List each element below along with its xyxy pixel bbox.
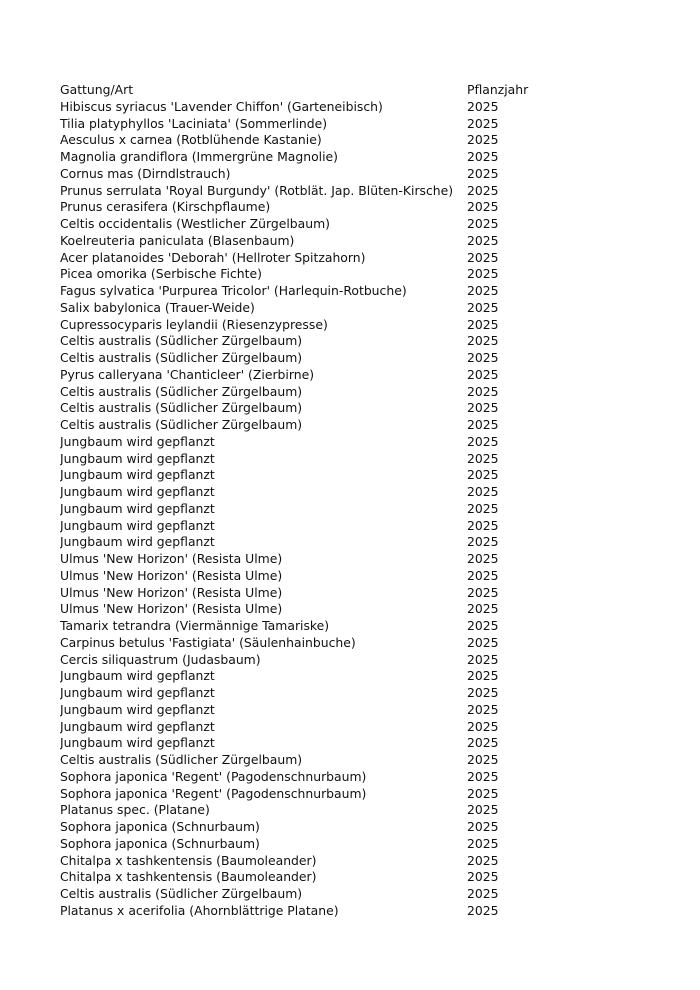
species-cell: Jungbaum wird gepflanzt xyxy=(60,534,215,550)
table-row xyxy=(60,116,660,133)
header-row xyxy=(60,82,660,99)
species-cell: Fagus sylvatica 'Purpurea Tricolor' (Harlequin-Rotbuche) xyxy=(60,283,407,298)
table-header xyxy=(60,82,660,99)
table-body xyxy=(60,99,660,920)
table-row xyxy=(60,652,660,669)
planting-year-cell: 2025 xyxy=(467,417,499,432)
planting-year-cell: 2025 xyxy=(467,216,499,231)
planting-year-cell: 2025 xyxy=(467,869,499,885)
species-cell: Platanus x acerifolia (Ahornblättrige Platane) xyxy=(60,902,339,918)
planting-year-cell: 2025 xyxy=(467,517,499,533)
planting-year-cell: 2025 xyxy=(467,299,499,315)
planting-year-cell: 2025 xyxy=(467,618,499,633)
table-row xyxy=(60,333,660,350)
species-cell: Picea omorika (Serbische Fichte) xyxy=(60,266,262,282)
table-row xyxy=(60,484,660,501)
planting-year-cell: 2025 xyxy=(467,819,499,834)
planting-year-cell: 2025 xyxy=(467,685,499,700)
planting-year-cell: 2025 xyxy=(467,400,499,416)
table-row xyxy=(60,250,660,267)
planting-year-cell: 2025 xyxy=(467,266,499,282)
document-page xyxy=(60,82,660,920)
table-row xyxy=(60,467,660,484)
planting-year-cell: 2025 xyxy=(467,199,499,215)
table-row xyxy=(60,869,660,886)
species-cell: Tamarix tetrandra (Viermännige Tamariske) xyxy=(60,618,330,633)
species-cell: Cornus mas (Dirndlstrauch) xyxy=(60,165,231,181)
planting-year-cell: 2025 xyxy=(467,433,499,449)
table-row xyxy=(60,233,660,250)
table-row xyxy=(60,702,660,719)
planting-year-cell: 2025 xyxy=(467,718,499,734)
table-row xyxy=(60,367,660,384)
table-row xyxy=(60,216,660,233)
table-row xyxy=(60,685,660,702)
species-cell: Jungbaum wird gepflanzt xyxy=(60,500,215,516)
planting-year-cell: 2025 xyxy=(467,467,499,483)
planting-year-cell: 2025 xyxy=(467,182,499,198)
header-planting-year: Pflanzjahr xyxy=(467,82,529,97)
species-cell: Celtis australis (Südlicher Zürgelbaum) xyxy=(60,350,303,365)
species-cell: Prunus cerasifera (Kirschpflaume) xyxy=(60,199,271,215)
planting-year-cell: 2025 xyxy=(467,283,499,298)
species-cell: Ulmus 'New Horizon' (Resista Ulme) xyxy=(60,551,283,566)
planting-year-cell: 2025 xyxy=(467,752,499,767)
planting-year-cell: 2025 xyxy=(467,668,499,684)
planting-year-cell: 2025 xyxy=(467,249,499,265)
species-cell: Celtis australis (Südlicher Zürgelbaum) xyxy=(60,383,303,399)
table-row xyxy=(60,166,660,183)
planting-year-cell: 2025 xyxy=(467,651,499,667)
table-row xyxy=(60,668,660,685)
planting-year-cell: 2025 xyxy=(467,735,499,751)
species-cell: Chitalpa x tashkentensis (Baumoleander) xyxy=(60,869,317,885)
table-row xyxy=(60,300,660,317)
planting-year-cell: 2025 xyxy=(467,785,499,801)
table-row xyxy=(60,786,660,803)
planting-year-cell: 2025 xyxy=(467,534,499,550)
species-cell: Jungbaum wird gepflanzt xyxy=(60,450,215,466)
table-row xyxy=(60,769,660,786)
species-cell: Celtis australis (Südlicher Zürgelbaum) xyxy=(60,417,303,432)
species-cell: Tilia platyphyllos 'Laciniata' (Sommerlinde) xyxy=(60,115,328,131)
planting-year-cell: 2025 xyxy=(467,584,499,600)
planting-year-cell: 2025 xyxy=(467,350,499,365)
table-row xyxy=(60,752,660,769)
table-row xyxy=(60,719,660,736)
species-cell: Jungbaum wird gepflanzt xyxy=(60,433,215,449)
planting-year-cell: 2025 xyxy=(467,768,499,784)
species-cell: Ulmus 'New Horizon' (Resista Ulme) xyxy=(60,584,283,600)
species-cell: Cercis siliquastrum (Judasbaum) xyxy=(60,651,261,667)
tree-planting-table xyxy=(60,82,660,920)
table-row xyxy=(60,802,660,819)
table-row xyxy=(60,886,660,903)
species-cell: Jungbaum wird gepflanzt xyxy=(60,718,215,734)
table-row xyxy=(60,853,660,870)
planting-year-cell: 2025 xyxy=(467,165,499,181)
table-row xyxy=(60,350,660,367)
table-row xyxy=(60,501,660,518)
species-cell: Sophora japonica 'Regent' (Pagodenschnurbaum) xyxy=(60,785,367,801)
species-cell: Jungbaum wird gepflanzt xyxy=(60,517,215,533)
species-cell: Celtis australis (Südlicher Zürgelbaum) xyxy=(60,752,303,767)
planting-year-cell: 2025 xyxy=(467,132,499,148)
table-row xyxy=(60,836,660,853)
table-row xyxy=(60,903,660,920)
species-cell: Magnolia grandiflora (Immergrüne Magnolie) xyxy=(60,149,339,164)
species-cell: Celtis australis (Südlicher Zürgelbaum) xyxy=(60,886,303,901)
table-row xyxy=(60,551,660,568)
planting-year-cell: 2025 xyxy=(467,902,499,918)
table-row xyxy=(60,451,660,468)
header-species: Gattung/Art xyxy=(60,82,134,97)
species-cell: Celtis australis (Südlicher Zürgelbaum) xyxy=(60,333,303,349)
table-row xyxy=(60,568,660,585)
table-row xyxy=(60,618,660,635)
planting-year-cell: 2025 xyxy=(467,232,499,248)
table-row xyxy=(60,317,660,334)
planting-year-cell: 2025 xyxy=(467,366,499,382)
planting-year-cell: 2025 xyxy=(467,98,499,114)
species-cell: Jungbaum wird gepflanzt xyxy=(60,685,215,700)
species-cell: Sophora japonica (Schnurbaum) xyxy=(60,835,260,851)
species-cell: Salix babylonica (Trauer-Weide) xyxy=(60,299,255,315)
species-cell: Ulmus 'New Horizon' (Resista Ulme) xyxy=(60,601,283,617)
species-cell: Celtis occidentalis (Westlicher Zürgelbaum) xyxy=(60,216,330,231)
table-row xyxy=(60,635,660,652)
table-row xyxy=(60,384,660,401)
table-row xyxy=(60,585,660,602)
species-cell: Aesculus x carnea (Rotblühende Kastanie) xyxy=(60,132,322,148)
species-cell: Jungbaum wird gepflanzt xyxy=(60,735,215,751)
planting-year-cell: 2025 xyxy=(467,601,499,617)
planting-year-cell: 2025 xyxy=(467,484,499,499)
planting-year-cell: 2025 xyxy=(467,333,499,349)
planting-year-cell: 2025 xyxy=(467,701,499,717)
planting-year-cell: 2025 xyxy=(467,149,499,164)
species-cell: Jungbaum wird gepflanzt xyxy=(60,484,215,499)
species-cell: Carpinus betulus 'Fastigiata' (Säulenhainbuche) xyxy=(60,634,356,650)
species-cell: Acer platanoides 'Deborah' (Hellroter Spitzahorn) xyxy=(60,249,366,265)
planting-year-cell: 2025 xyxy=(467,450,499,466)
species-cell: Jungbaum wird gepflanzt xyxy=(60,701,215,717)
planting-year-cell: 2025 xyxy=(467,316,499,332)
species-cell: Platanus spec. (Platane) xyxy=(60,802,210,818)
table-row xyxy=(60,132,660,149)
planting-year-cell: 2025 xyxy=(467,835,499,851)
species-cell: Hibiscus syriacus 'Lavender Chiffon' (Garteneibisch) xyxy=(60,98,383,114)
table-row xyxy=(60,183,660,200)
species-cell: Celtis australis (Südlicher Zürgelbaum) xyxy=(60,400,303,416)
table-row xyxy=(60,283,660,300)
planting-year-cell: 2025 xyxy=(467,567,499,583)
species-cell: Sophora japonica (Schnurbaum) xyxy=(60,819,260,834)
table-row xyxy=(60,434,660,451)
table-row xyxy=(60,400,660,417)
table-row xyxy=(60,149,660,166)
table-row xyxy=(60,534,660,551)
species-cell: Ulmus 'New Horizon' (Resista Ulme) xyxy=(60,567,283,583)
planting-year-cell: 2025 xyxy=(467,115,499,131)
species-cell: Koelreuteria paniculata (Blasenbaum) xyxy=(60,232,295,248)
planting-year-cell: 2025 xyxy=(467,886,499,901)
table-row xyxy=(60,819,660,836)
species-cell: Sophora japonica 'Regent' (Pagodenschnurbaum) xyxy=(60,768,367,784)
table-row xyxy=(60,199,660,216)
species-cell: Chitalpa x tashkentensis (Baumoleander) xyxy=(60,852,317,868)
table-row xyxy=(60,518,660,535)
planting-year-cell: 2025 xyxy=(467,551,499,566)
table-row xyxy=(60,99,660,116)
planting-year-cell: 2025 xyxy=(467,852,499,868)
table-row xyxy=(60,601,660,618)
planting-year-cell: 2025 xyxy=(467,500,499,516)
table-row xyxy=(60,417,660,434)
table-row xyxy=(60,266,660,283)
species-cell: Pyrus calleryana 'Chanticleer' (Zierbirne) xyxy=(60,366,315,382)
species-cell: Cupressocyparis leylandii (Riesenzypresse) xyxy=(60,316,328,332)
planting-year-cell: 2025 xyxy=(467,634,499,650)
species-cell: Prunus serrulata 'Royal Burgundy' (Rotblät. Jap. Blüten-Kirsche) xyxy=(60,182,454,198)
planting-year-cell: 2025 xyxy=(467,383,499,399)
table-row xyxy=(60,735,660,752)
species-cell: Jungbaum wird gepflanzt xyxy=(60,467,215,483)
species-cell: Jungbaum wird gepflanzt xyxy=(60,668,215,684)
planting-year-cell: 2025 xyxy=(467,802,499,818)
